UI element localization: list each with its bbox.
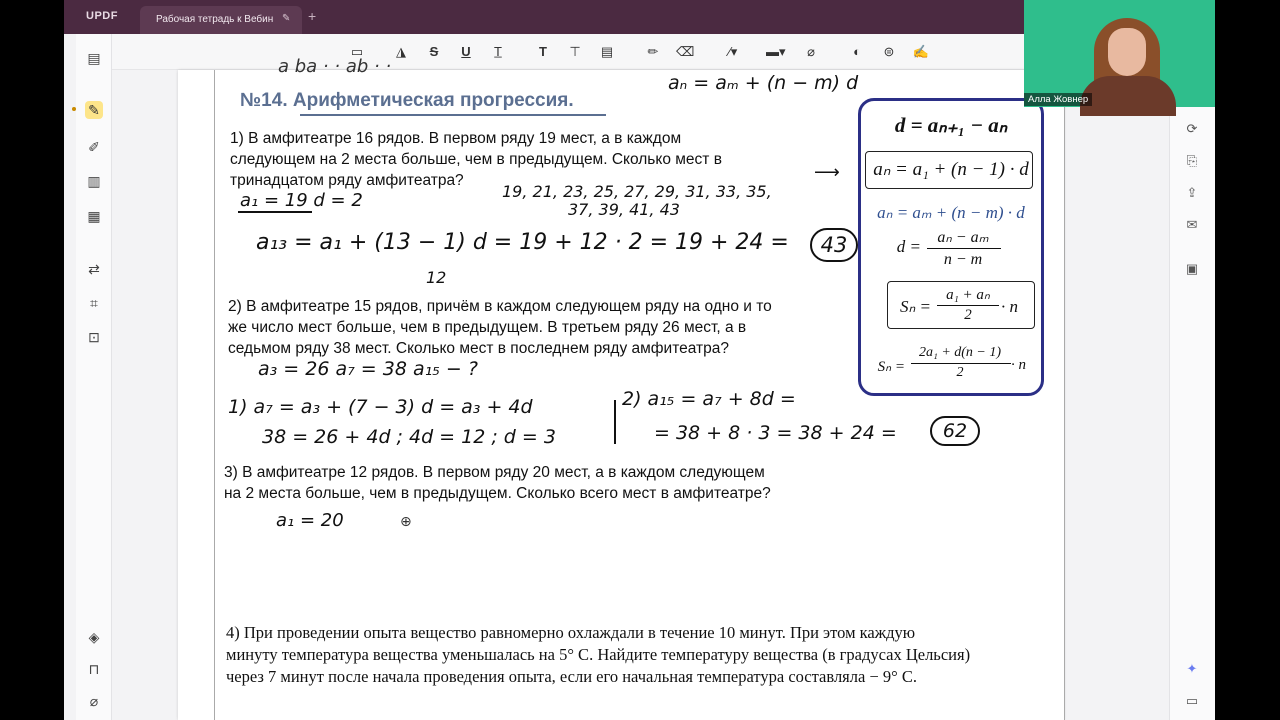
paperclip-icon[interactable]: ⌀ (89, 693, 99, 709)
chat-icon[interactable]: ▭ (1185, 693, 1199, 708)
document-tab[interactable] (140, 6, 302, 34)
p3-given: a₁ = 20 (276, 510, 344, 531)
formula-sum-denominator: 2 (964, 307, 972, 323)
strikethrough-icon[interactable]: S (429, 44, 439, 59)
line-icon[interactable]: ⁄▾ (728, 44, 738, 59)
section-heading: №14. Арифметическая прогрессия. (240, 90, 574, 111)
arrow-icon: ⟶ (814, 162, 840, 183)
header-scribble: aₙ = aₘ + (n − m) d (668, 72, 859, 94)
extract-icon[interactable]: ⎘ (1186, 153, 1198, 168)
eraser-icon[interactable]: ⌫ (676, 44, 695, 59)
convert-icon[interactable]: ⇄ (88, 261, 100, 277)
underline-icon[interactable]: U (461, 44, 471, 59)
cropped-scribble: a ba · · ab · · (278, 56, 392, 77)
pen-cursor-icon: ⊕ (400, 514, 412, 530)
layers-icon[interactable]: ◈ (88, 629, 100, 645)
p2-step1b: 38 = 26 + 4d ; 4d = 12 ; d = 3 (262, 426, 556, 448)
text-callout-icon[interactable]: ▤ (600, 44, 614, 59)
pencil-icon[interactable]: ✏ (647, 44, 659, 59)
signature-icon[interactable]: ✍ (912, 44, 930, 59)
textbox-icon[interactable]: ⊤ (569, 44, 581, 59)
fraction-bar (937, 305, 999, 306)
ruler-icon[interactable]: ▬▾ (766, 44, 786, 59)
heading-underline (300, 114, 606, 116)
left-tool-sidebar (76, 34, 112, 720)
p1-given-underline (238, 211, 312, 213)
formula-nm-term: aₙ = aₘ + (n − m) · d (877, 203, 1025, 222)
protect-icon[interactable]: ⊡ (88, 329, 100, 345)
attachment-icon[interactable]: ⌀ (807, 44, 815, 59)
webcam-overlay (1024, 0, 1215, 107)
p2-step1a: 1) a₇ = a₃ + (7 − 3) d = a₃ + 4d (228, 396, 533, 418)
problem-1-text: 1) В амфитеатре 16 рядов. В первом ряду 19 мест, а в каждом следующем на 2 места больше, чем в предыдущем. Сколько мест в тринадцатом ряду амфитеатра? (230, 130, 722, 189)
fraction-bar (927, 248, 1001, 249)
reader-icon[interactable]: ▤ (87, 50, 101, 66)
rename-tab-icon[interactable]: ✎ (282, 13, 291, 24)
formula-sum2-left: Sₙ = (877, 359, 905, 375)
formula-d-denominator: n − m (943, 251, 983, 268)
p1-note: 12 (426, 268, 447, 287)
formula-sum2-right: · n (1011, 357, 1026, 373)
p1-sequence-line1: 19, 21, 23, 25, 27, 29, 31, 33, 35, (502, 182, 772, 201)
fill-sign-icon[interactable]: ▦ (87, 208, 101, 224)
p1-answer: 43 (810, 228, 858, 262)
mail-icon[interactable]: ✉ (1186, 217, 1198, 232)
ocr-icon[interactable]: ⟳ (1186, 121, 1198, 136)
p1-sequence-line2: 37, 39, 41, 43 (568, 200, 680, 219)
crop-icon[interactable]: ⌗ (90, 295, 98, 311)
formula-sum-numerator: a₁ + aₙ (946, 287, 990, 303)
formula-d-left: d = (896, 237, 921, 256)
sticker-icon[interactable]: ◐ (853, 44, 861, 59)
ai-assistant-icon[interactable]: ✦ (1186, 661, 1198, 676)
formula-nth-term: aₙ = a₁ + (n − 1) · d (873, 159, 1029, 180)
active-indicator (72, 107, 76, 111)
formula-sum2-numerator: 2a₁ + d(n − 1) (918, 345, 1002, 360)
highlighter-icon[interactable]: ✎ (85, 101, 103, 119)
updf-logo: UPDF (86, 10, 118, 22)
fraction-bar (911, 363, 1011, 364)
formula-d-numerator: aₙ − aₘ (937, 229, 989, 246)
save-icon[interactable]: ▣ (1185, 261, 1199, 276)
formula-card (858, 98, 1044, 396)
comment-icon[interactable]: ▭ (350, 44, 364, 59)
text-icon[interactable]: T (539, 44, 547, 59)
stamp-icon[interactable]: ⊜ (883, 44, 895, 59)
text-replace-icon[interactable]: T̲ (494, 44, 502, 59)
p2-answer: 62 (930, 416, 980, 446)
formula-difference: d = aₙ₊₁ − aₙ (894, 113, 1008, 137)
document-tab-title: Рабочая тетрадь к Вебин (156, 14, 274, 25)
problem-3-text: 3) В амфитеатре 12 рядов. В первом ряду 20 мест, а в каждом следующем на 2 места больше, чем в предыдущем. Сколько всего мест в амфитеатре? (224, 464, 771, 502)
p1-formula: a₁₃ = a₁ + (13 − 1) d = 19 + 12 · 2 = 19 + 24 = (256, 230, 789, 255)
highlight-icon[interactable]: ◮ (396, 44, 406, 59)
problem-4-text: 4) При проведении опыта вещество равномерно охлаждали в течение 10 минут. При этом каждую минуту температура вещества уменьшалась на 5° С. Найдите температуру вещества (в градусах Цельсия) через 7 минут после начала проведения опыта, если его начальная температура составляла − 9° С. (226, 623, 971, 686)
new-tab-button[interactable]: + (308, 8, 317, 24)
presenter-face (1108, 28, 1146, 76)
presenter-body (1080, 76, 1176, 116)
p2-step2a: 2) a₁₅ = a₇ + 8d = (622, 388, 796, 410)
updf-window (64, 0, 1215, 720)
pdf-page (178, 56, 1064, 720)
formula-sum2-denominator: 2 (956, 365, 964, 380)
right-tool-sidebar (1169, 106, 1215, 720)
p2-step2b: = 38 + 8 · 3 = 38 + 24 = (654, 422, 897, 444)
p1-given: a₁ = 19 d = 2 (240, 190, 363, 211)
formula-sum-right: · n (1001, 297, 1018, 316)
bookmark-icon[interactable]: ⊓ (88, 661, 100, 677)
p2-divider (614, 400, 616, 444)
organize-icon[interactable]: ▥ (87, 173, 101, 189)
edit-pdf-icon[interactable]: ✐ (88, 139, 100, 155)
participant-name: Алла Жовнер (1024, 93, 1092, 106)
formula-sum-left: Sₙ = (900, 297, 931, 316)
share-icon[interactable]: ⇪ (1186, 185, 1198, 200)
problem-2-text: 2) В амфитеатре 15 рядов, причём в каждом следующем ряду на одно и то же число мест больше, чем в предыдущем. В третьем ряду 26 мест, а в седьмом ряду 38 мест. Сколько мест в последнем ряду амфитеатра? (228, 298, 772, 357)
p2-given: a₃ = 26 a₇ = 38 a₁₅ − ? (258, 358, 478, 380)
